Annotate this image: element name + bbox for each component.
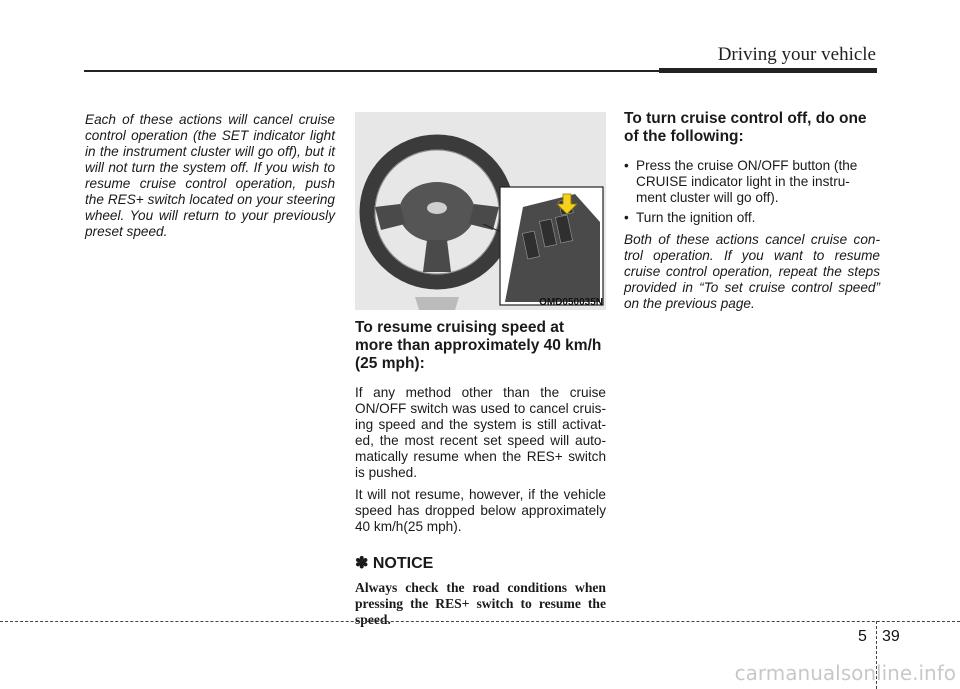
figure-caption: OMD050035N	[539, 297, 603, 308]
turn-off-heading: To turn cruise control off, do one of the following:	[624, 110, 867, 145]
notice-title: ✽ NOTICE	[355, 555, 434, 572]
left-column	[85, 112, 335, 240]
list-item	[624, 210, 880, 226]
right-column	[624, 112, 880, 312]
list-item-text: Press the cruise ON/OFF button (the CRUISE indicator light in the instru-ment cluster will go off).	[636, 158, 858, 205]
cancel-note-paragraph: Each of these actions will cancel cruise control operation (the SET indicator light in the instrument cluster will go off), but it will not turn the system off. If you wish to resume cruise control operation, push the RES+ switch located on your steering wheel. You will return to your previously preset speed.	[85, 112, 335, 239]
turn-off-list	[624, 158, 880, 226]
chapter-header-title: Driving your vehicle	[717, 44, 876, 65]
steering-wheel-illustration	[355, 112, 606, 310]
watermark-text: carmanualsonline.info	[734, 661, 956, 685]
turn-off-note-paragraph: Both of these actions cancel cruise con-trol operation. If you want to resume cruise control operation, repeat the steps provided in “To set cruise control speed” on the previous page.	[624, 232, 880, 311]
resume-speed-heading: To resume cruising speed at more than approximately 40 km/h (25 mph):	[355, 319, 602, 372]
resume-paragraph-2: It will not resume, however, if the vehicle speed has dropped below approximately 40 km/h(25 mph).	[355, 487, 606, 534]
middle-column	[355, 112, 606, 628]
bullet-icon: •	[624, 210, 629, 225]
resume-paragraph-1: If any method other than the cruise ON/OFF switch was used to cancel cruis-ing speed and the system is still activat-ed, the most recent set speed will auto-matically resume when the RES+ switch is pushed.	[355, 385, 606, 480]
header-rule-thick	[659, 68, 877, 73]
bullet-icon: •	[624, 158, 629, 173]
notice-body: Always check the road conditions when pressing the RES+ switch to resume the speed.	[355, 580, 606, 627]
page-number: 39	[882, 628, 900, 645]
list-item-text: Turn the ignition off.	[636, 210, 756, 225]
footer-rule	[0, 621, 960, 622]
header-rule	[84, 70, 659, 72]
steering-wheel-figure	[355, 112, 606, 310]
list-item	[624, 158, 880, 206]
chapter-number: 5	[858, 628, 867, 645]
